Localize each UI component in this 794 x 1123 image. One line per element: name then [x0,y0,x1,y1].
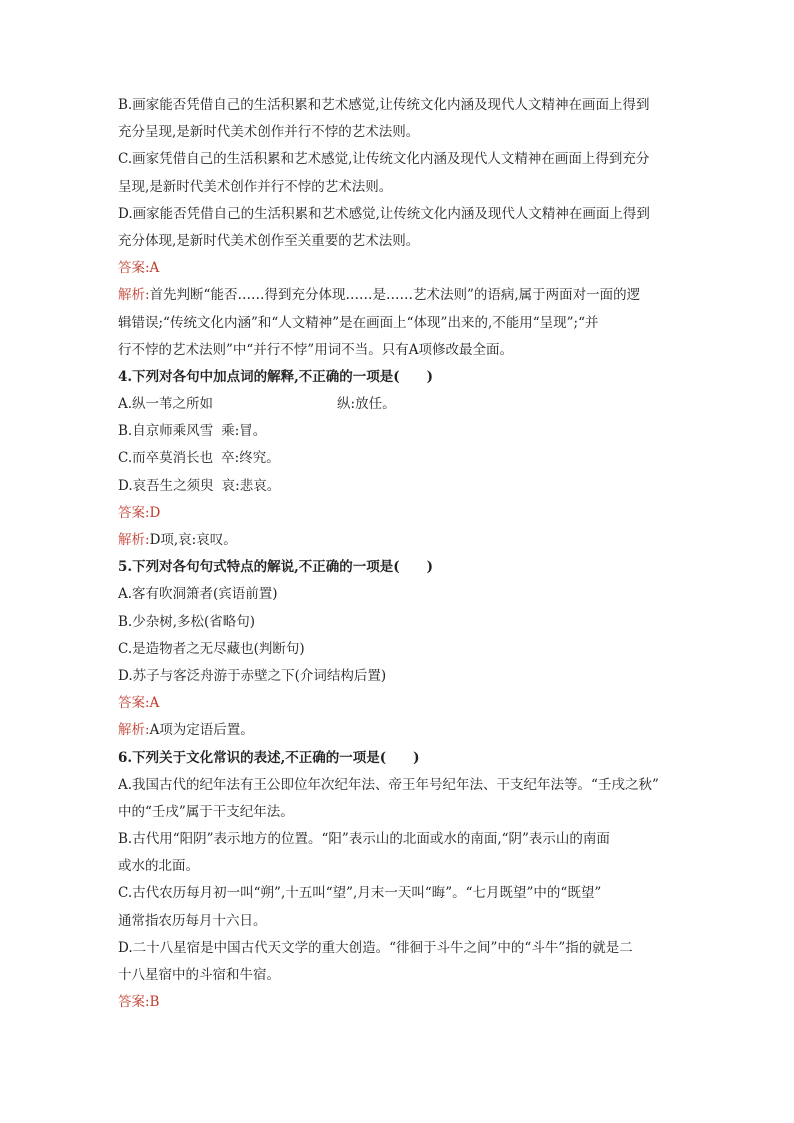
q3-analysis-line3: 行不悖的艺术法则”中“并行不悖”用词不当。只有A项修改最全面。 [118,341,513,358]
q4-option-a [118,391,684,418]
q6-stem: 6.下列关于文化常识的表述,不正确的一项是( ) [118,749,420,766]
q4-option-c [118,445,684,472]
q5-option-c: C.是造物者之无尽藏也(判断句) [118,640,305,657]
q4-option-c-note: 卒:终究。 [221,450,280,467]
q3-analysis-text1: 首先判断“能否……得到充分体现……是……艺术法则”的语病,属于两面对一面的逻 [149,287,641,304]
q3-analysis-line1 [118,282,684,309]
q5-analysis [118,717,684,744]
q6-option-a-line2: 中的“壬戌”属于干支纪年法。 [118,803,294,820]
q3-analysis-line2: 辑错误;“传统文化内涵”和“人文精神”是在画面上“体现”出来的,不能用“呈现”;“并 [118,314,599,331]
q3-option-d-line2: 充分体现,是新时代美术创作至关重要的艺术法则。 [118,232,420,249]
q5-option-d: D.苏子与客泛舟游于赤壁之下(介词结构后置) [118,667,387,684]
q4-option-d [118,473,684,500]
q4-option-c-text: C.而卒莫消长也 [118,450,214,467]
q3-option-b-line2: 充分呈现,是新时代美术创作并行不悖的艺术法则。 [118,124,420,141]
q6-answer: 答案:B [118,994,160,1011]
q4-analysis-label: 解析: [118,532,150,548]
q3-answer: 答案:A [118,260,160,277]
q3-option-c-line2: 呈现,是新时代美术创作并行不悖的艺术法则。 [118,178,393,195]
q6-option-d-line1: D.二十八星宿是中国古代天文学的重大创造。“徘徊于斗牛之间”中的“斗牛”指的就是二 [118,939,633,956]
q4-option-a-note: 纵:放任。 [337,396,396,413]
q4-option-d-text: D.哀吾生之须臾 [118,477,214,494]
q6-option-a-line1: A.我国古代的纪年法有王公即位年次纪年法、帝王年号纪年法、干支纪年法等。“壬戌之秋” [118,776,659,793]
q4-option-b-text: B.自京师乘风雪 [118,423,214,440]
q3-option-b-line1: B.画家能否凭借自己的生活积累和艺术感觉,让传统文化内涵及现代人文精神在画面上得到 [118,97,650,113]
q6-option-d-line2: 十八星宿中的斗宿和牛宿。 [118,967,280,983]
q4-analysis-text: D项,哀:哀叹。 [149,532,237,548]
q4-stem: 4.下列对各句中加点词的解释,不正确的一项是( ) [118,368,434,385]
q3-analysis-label: 解析: [118,287,150,304]
q5-analysis-label: 解析: [118,722,150,739]
q6-option-c-line1: C.古代农历每月初一叫“朔”,十五叫“望”,月末一天叫“晦”。“七月既望”中的“既望” [118,885,602,902]
q6-option-b-line1: B.古代用“阳阴”表示地方的位置。“阳”表示山的北面或水的南面,“阴”表示山的南面 [118,831,610,848]
q6-option-b-line2: 或水的北面。 [118,858,199,875]
q5-analysis-text: A项为定语后置。 [149,722,254,739]
q4-option-b-note: 乘:冒。 [221,423,267,440]
q3-option-c-line1: C.画家凭借自己的生活积累和艺术感觉,让传统文化内涵及现代人文精神在画面上得到充分 [118,151,650,168]
q6-option-c-line2: 通常指农历每月十六日。 [118,912,267,929]
document-page [118,92,684,1016]
q5-option-a: A.客有吹洞箫者(宾语前置) [118,586,278,603]
q4-option-d-note: 哀:悲哀。 [221,477,281,494]
q5-answer: 答案:A [118,695,160,712]
q4-analysis [118,527,684,554]
q5-stem: 5.下列对各句句式特点的解说,不正确的一项是( ) [118,559,434,576]
q4-option-a-text: A.纵一苇之所如 [118,396,214,413]
q5-option-b: B.少杂树,多松(省略句) [118,613,256,630]
q3-option-d-line1: D.画家能否凭借自己的生活积累和艺术感觉,让传统文化内涵及现代人文精神在画面上得到 [118,205,650,222]
q4-answer: 答案:D [118,504,161,521]
q4-option-b [118,418,684,445]
